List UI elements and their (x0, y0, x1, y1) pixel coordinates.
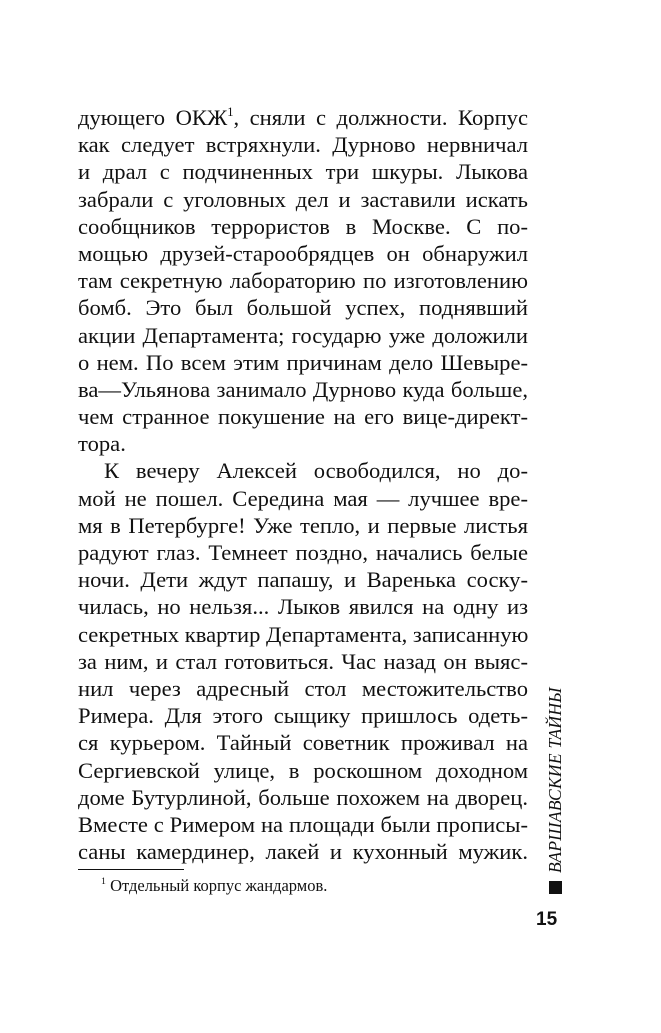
text-line-21: за ним, и стал готовиться. Час назад он выяс- (78, 648, 528, 674)
text-line-11: ва—Ульянова занимало Дурново куда больше, (78, 376, 528, 402)
footnote-marker: 1 (101, 875, 106, 887)
text-line-9: акции Департамента; государю уже доложили (78, 322, 528, 348)
text-line-1-start: дующего ОКЖ (78, 105, 228, 130)
footnote-divider (78, 869, 184, 870)
text-line-18: ночи. Дети ждут папашу, и Варенька соску- (78, 567, 528, 593)
text-line-15: мой не пошел. Середина мая — лучшее вре- (78, 485, 528, 511)
text-line-24: ся курьером. Тайный советник проживал на (78, 730, 528, 756)
page-number: 15 (536, 909, 558, 930)
text-line-5: сообщников террористов в Москве. С по- (78, 213, 528, 239)
text-line-19: чилась, но нельзя... Лыков явился на одну из (78, 594, 528, 620)
text-line-14: К вечеру Алексей освободился, но до- (104, 458, 528, 484)
text-line-8: бомб. Это был большой успех, поднявший (78, 295, 528, 321)
running-head-rotated (542, 684, 568, 894)
text-line-17: радуют глаз. Темнеет поздно, начались белые (78, 540, 528, 565)
footnote-text: Отдельный корпус жандармов. (105, 876, 328, 895)
text-line-13: тора. (78, 431, 126, 457)
text-line-6: мощью друзей-старообрядцев он обнаружил (78, 240, 528, 266)
text-line-22: нил через адресный стол местожительство (78, 675, 528, 701)
black-square-icon (549, 881, 562, 894)
body-text (78, 104, 528, 865)
running-head (542, 684, 568, 894)
text-line-28: саны камердинер, лакей и кухонный мужик. (78, 839, 528, 865)
footnote (101, 876, 327, 896)
text-line-27: Вместе с Римером на площади были прописы- (78, 811, 528, 837)
text-line-1-end: , сняли с должности. Корпус (233, 105, 528, 130)
footnote-reference: 1 (227, 104, 234, 119)
text-line-16: мя в Петербурге! Уже тепло, и первые листья (78, 512, 528, 538)
text-line-10: о нем. По всем этим причинам дело Шевыре- (78, 349, 528, 375)
running-head-title: ВАРШАВСКИЕ ТАЙНЫ (544, 687, 565, 873)
text-line-23: Римера. Для этого сыщику пришлось одеть- (78, 703, 528, 729)
text-line-26: доме Бутурлиной, больше похожем на дворец. (78, 784, 528, 810)
text-line-2: как следует встряхнули. Дурново нервничал (78, 132, 528, 158)
text-line-12: чем странное покушение на его вице-директ- (78, 404, 528, 430)
text-line-7: там секретную лабораторию по изготовлению (78, 268, 528, 294)
text-line-4: забрали с уголовных дел и заставили искать (78, 186, 528, 212)
text-line-1 (78, 104, 528, 131)
text-line-20: секретных квартир Департамента, записанную (78, 621, 529, 647)
text-line-25: Сергиевской улице, в роскошном доходном (78, 757, 528, 783)
text-line-3: и драл с подчиненных три шкуры. Лыкова (78, 159, 528, 185)
